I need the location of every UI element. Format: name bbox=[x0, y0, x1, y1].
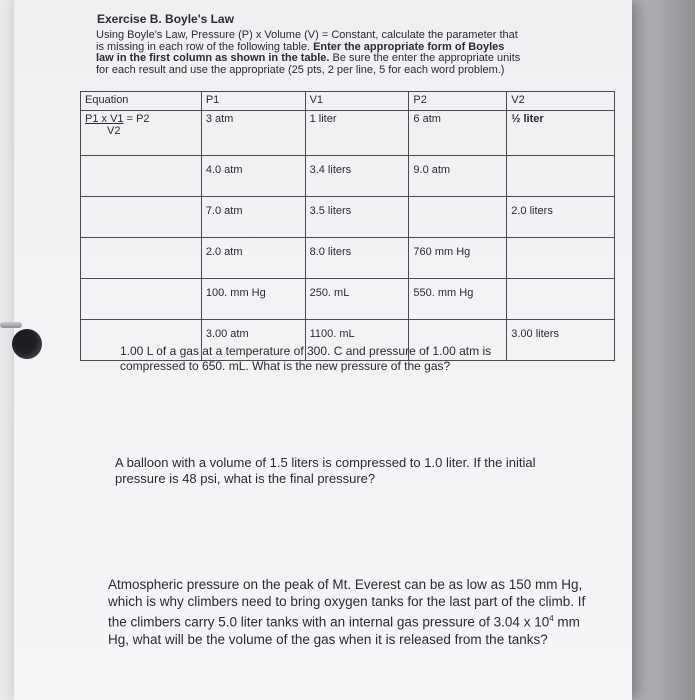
cell-p2: 9.0 atm bbox=[409, 156, 507, 197]
answer-cell-v2[interactable] bbox=[507, 238, 615, 279]
table-row-example bbox=[81, 111, 615, 156]
exponent: 4 bbox=[549, 614, 554, 623]
equation-result: = P2 bbox=[123, 113, 150, 125]
cell-p1: 7.0 atm bbox=[201, 197, 305, 238]
example-p2: 6 atm bbox=[409, 111, 507, 156]
header-equation: Equation bbox=[81, 92, 202, 111]
cell-v2: 2.0 liters bbox=[507, 197, 615, 238]
instructions-bold: law in the first column as shown in the table. bbox=[96, 52, 330, 64]
header-v2: V2 bbox=[507, 92, 615, 111]
answer-cell-equation[interactable] bbox=[81, 238, 202, 279]
cell-p1: 2.0 atm bbox=[201, 238, 305, 279]
table-row bbox=[81, 279, 615, 320]
problem-3-line-1: Atmospheric pressure on the peak of Mt. Everest can be as low as 150 mm Hg, bbox=[108, 577, 583, 592]
example-v1: 1 liter bbox=[305, 111, 409, 156]
table-row bbox=[81, 197, 615, 238]
header-p2: P2 bbox=[409, 92, 507, 111]
cell-p1: 3.00 atm bbox=[201, 320, 305, 361]
header-p1: P1 bbox=[201, 92, 305, 111]
instructions-line-3 bbox=[96, 53, 596, 65]
instructions-line-1: Using Boyle's Law, Pressure (P) x Volume (V) = Constant, calculate the parameter that bbox=[96, 29, 518, 41]
problem-1-line-1: 1.00 L of a gas at a temperature of 300. C and pressure of 1.00 atm is bbox=[120, 344, 492, 358]
answer-cell-v2[interactable] bbox=[507, 156, 615, 197]
boyles-law-table bbox=[80, 91, 615, 361]
answer-cell-p2[interactable] bbox=[409, 197, 507, 238]
header-v1: V1 bbox=[305, 92, 409, 111]
cell-p1: 4.0 atm bbox=[201, 156, 305, 197]
exercise-title: Exercise B. Boyle's Law bbox=[97, 12, 234, 26]
problem-1-line-2: compressed to 650. mL. What is the new pressure of the gas? bbox=[120, 359, 451, 373]
word-problem-1 bbox=[120, 344, 600, 374]
answer-cell-equation[interactable] bbox=[81, 156, 202, 197]
problem-3-line-2: which is why climbers need to bring oxygen tanks for the last part of the climb. If bbox=[108, 594, 586, 609]
example-equation bbox=[81, 111, 202, 156]
cell-v2: 3.00 liters bbox=[507, 320, 615, 361]
answer-cell-equation[interactable] bbox=[81, 279, 202, 320]
instructions bbox=[96, 30, 596, 76]
word-problem-3 bbox=[108, 576, 638, 648]
table-row bbox=[81, 156, 615, 197]
table-header-row bbox=[81, 92, 615, 111]
cell-v1: 1100. mL bbox=[305, 320, 409, 361]
instructions-text: Be sure the enter the appropriate units bbox=[329, 52, 521, 64]
table-row bbox=[81, 238, 615, 279]
answer-cell-v2[interactable] bbox=[507, 279, 615, 320]
answer-cell-equation[interactable] bbox=[81, 197, 202, 238]
cell-v1: 250. mL bbox=[305, 279, 409, 320]
instructions-text: is missing in each row of the following table. bbox=[96, 40, 314, 53]
cell-v1: 3.5 liters bbox=[305, 197, 409, 238]
cell-v1: 8.0 liters bbox=[305, 238, 409, 279]
cell-p2: 550. mm Hg bbox=[409, 279, 507, 320]
example-v2: ½ liter bbox=[507, 111, 615, 156]
problem-2-line-2: pressure is 48 psi, what is the final pressure? bbox=[115, 471, 376, 486]
equation-numerator: P1 x V1 bbox=[85, 113, 124, 125]
example-p1: 3 atm bbox=[201, 111, 305, 156]
problem-3-unit: mm bbox=[553, 614, 580, 630]
equation-top bbox=[85, 113, 197, 125]
punch-hole bbox=[12, 329, 42, 359]
instructions-line-4: for each result and use the appropriate (25 pts, 2 per line, 5 for each word problem.) bbox=[96, 63, 505, 76]
cell-p2: 760 mm Hg bbox=[409, 238, 507, 279]
cell-v1: 3.4 liters bbox=[305, 156, 409, 197]
equation-denominator: V2 bbox=[107, 125, 121, 137]
problem-2-line-1: A balloon with a volume of 1.5 liters is compressed to 1.0 liter. If the initial bbox=[115, 455, 536, 470]
problem-3-line-3 bbox=[108, 610, 638, 631]
binder-ring bbox=[0, 322, 22, 328]
instructions-bold: Enter the appropriate form of Boyles bbox=[313, 40, 505, 53]
problem-3-text: the climbers carry 5.0 liter tanks with an internal gas pressure of 3.04 x 10 bbox=[108, 614, 550, 630]
problem-3-line-4: Hg, what will be the volume of the gas when it is released from the tanks? bbox=[108, 631, 548, 647]
word-problem-2 bbox=[115, 455, 605, 487]
cell-p1: 100. mm Hg bbox=[201, 279, 305, 320]
